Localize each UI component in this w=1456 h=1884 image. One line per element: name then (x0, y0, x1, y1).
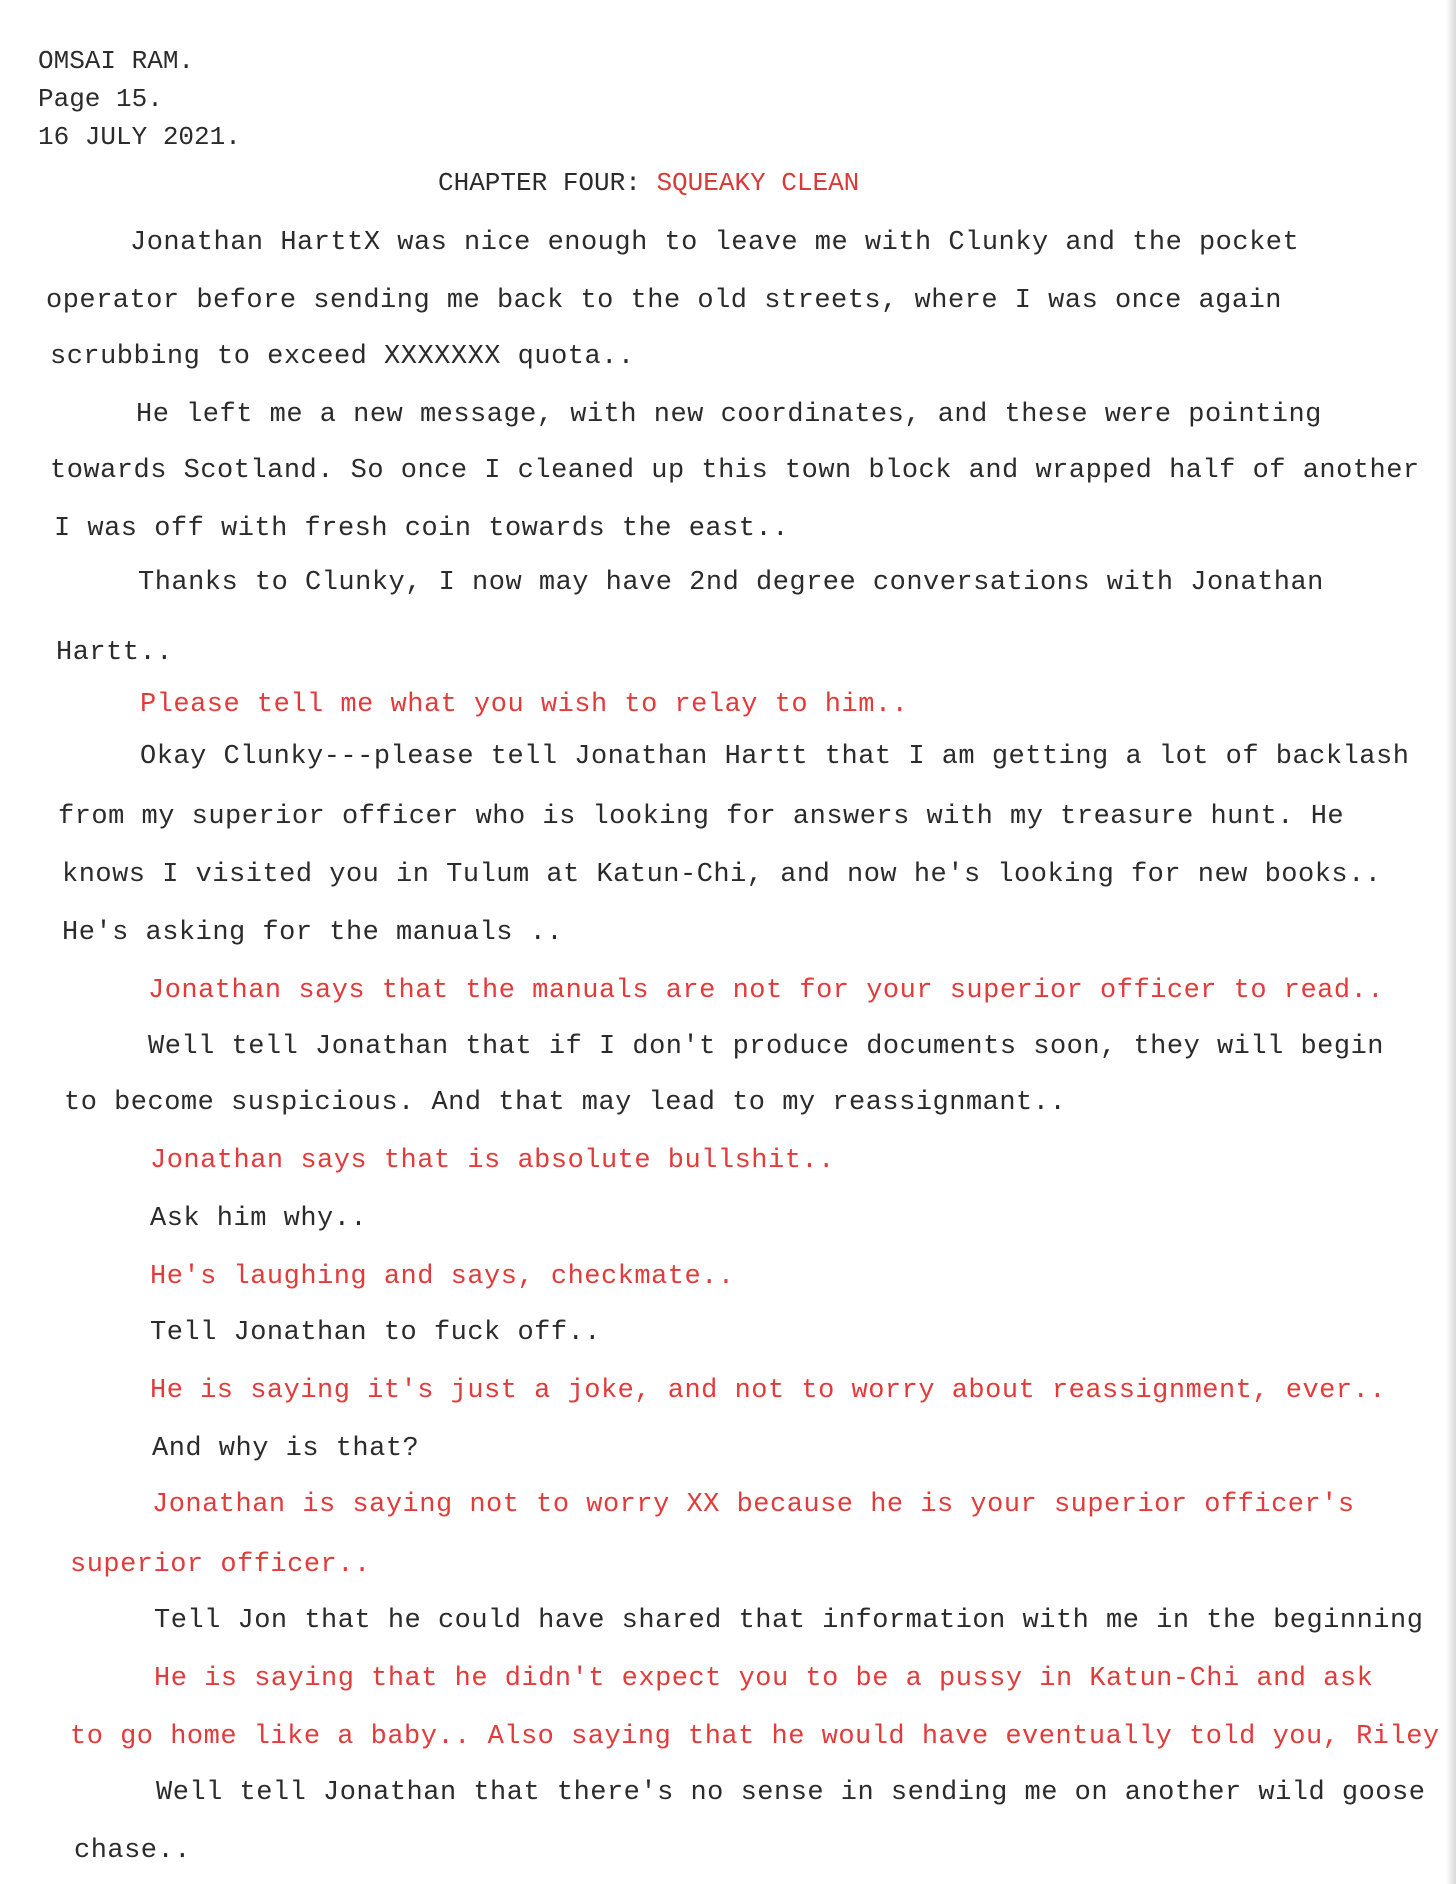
text-line: towards Scotland. So once I cleaned up this town block and wrapped half of another (50, 456, 1420, 486)
text-line: Well tell Jonathan that there's no sense in sending me on another wild goose (156, 1778, 1426, 1808)
text-line: superior officer.. (70, 1550, 371, 1580)
chapter-name: SQUEAKY CLEAN (656, 168, 860, 198)
header-line-omsai: OMSAI RAM. (38, 46, 195, 76)
text-line: Ask him why.. (150, 1204, 368, 1234)
text-line: knows I visited you in Tulum at Katun-Chi, and now he's looking for new books.. (62, 860, 1382, 890)
text-line: He left me a new message, with new coordinates, and these were pointing (136, 400, 1322, 430)
chapter-prefix: CHAPTER FOUR: (438, 168, 641, 198)
text-line: from my superior officer who is looking for answers with my treasure hunt. He (58, 802, 1345, 832)
text-line: Tell Jonathan to fuck off.. (150, 1318, 601, 1348)
text-line: Jonathan HarttX was nice enough to leave me with Clunky and the pocket (130, 228, 1300, 258)
text-line: Thanks to Clunky, I now may have 2nd degree conversations with Jonathan (138, 568, 1324, 598)
page-header (38, 42, 241, 156)
text-line: Jonathan says that is absolute bullshit.. (150, 1146, 835, 1176)
text-line: Tell Jon that he could have shared that information with me in the beginning (154, 1606, 1424, 1636)
text-line: to become suspicious. And that may lead to my reassignmant.. (64, 1088, 1067, 1118)
text-line: I was off with fresh coin towards the east.. (54, 514, 789, 544)
text-line: Please tell me what you wish to relay to him.. (140, 690, 909, 720)
text-line: He is saying it's just a joke, and not to worry about reassignment, ever.. (150, 1376, 1386, 1406)
header-line-page: Page 15. (38, 84, 163, 114)
text-line: operator before sending me back to the old streets, where I was once again (46, 286, 1282, 316)
text-line: He is saying that he didn't expect you to be a pussy in Katun-Chi and ask (154, 1664, 1374, 1694)
text-line: to go home like a baby.. Also saying that he would have eventually told you, Riley (70, 1722, 1440, 1752)
text-line: Jonathan says that the manuals are not for your superior officer to read.. (148, 976, 1384, 1006)
text-line: Well tell Jonathan that if I don't produce documents soon, they will begin (148, 1032, 1384, 1062)
text-line: And why is that? (152, 1434, 420, 1464)
text-line: scrubbing to exceed XXXXXXX quota.. (50, 342, 635, 372)
chapter-title (438, 168, 859, 198)
text-line: Okay Clunky---please tell Jonathan Hartt that I am getting a lot of backlash (140, 742, 1410, 772)
page-edge-shadow (1446, 0, 1456, 1884)
text-line: He's asking for the manuals .. (62, 918, 564, 948)
text-line: Hartt.. (56, 638, 173, 668)
text-line: He's laughing and says, checkmate.. (150, 1262, 735, 1292)
text-line: Jonathan is saying not to worry XX because he is your superior officer's (152, 1490, 1355, 1520)
header-line-date: 16 JULY 2021. (38, 122, 241, 152)
text-line: chase.. (74, 1836, 191, 1866)
